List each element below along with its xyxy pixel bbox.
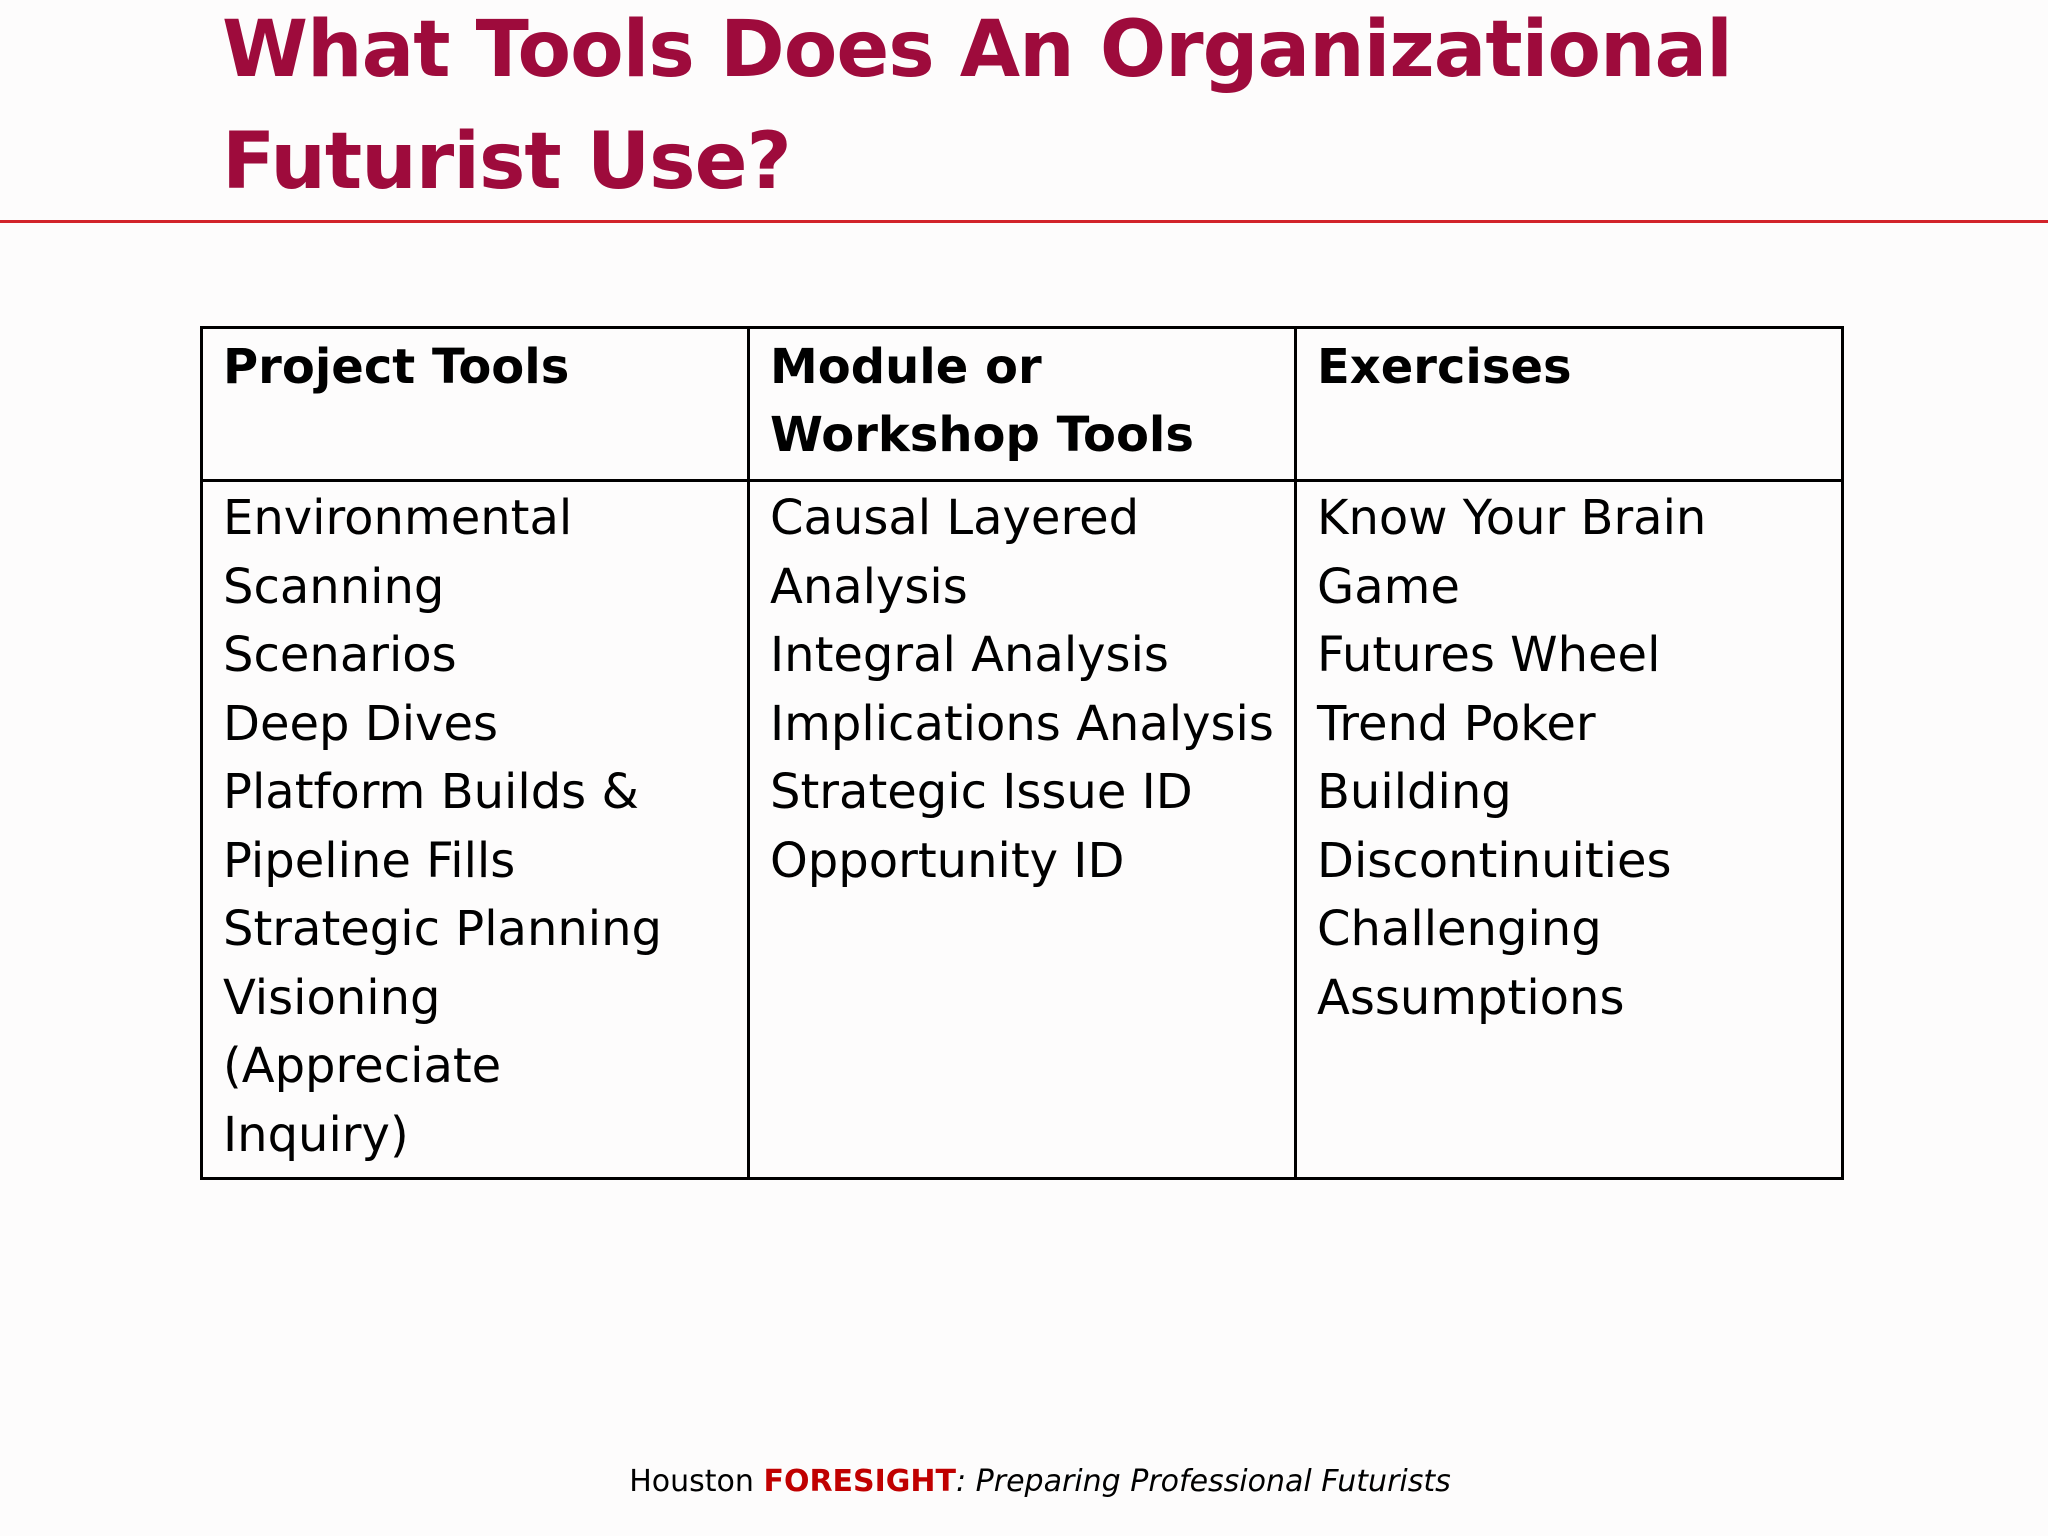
list-item: Implications Analysis: [770, 695, 1274, 752]
list-item: Causal Layered: [770, 490, 1140, 546]
table-row: [202, 481, 1843, 1179]
slide-footer: [0, 1458, 2048, 1506]
module-workshop-tools-cell: [749, 481, 1296, 1179]
list-item: Deep Dives: [223, 695, 498, 752]
footer-prefix: Houston: [629, 1464, 764, 1499]
tools-table: [200, 326, 1844, 1180]
list-item: Visioning (Appreciate: [223, 969, 502, 1094]
slide-title: What Tools Does An Organizational Futurist Use?: [222, 5, 1732, 207]
footer-brand: FORESIGHT: [763, 1464, 957, 1499]
list-item: Integral Analysis: [770, 627, 1169, 683]
table-header-row: [202, 328, 1843, 481]
list-item: Analysis: [770, 558, 968, 615]
list-item: Inquiry): [223, 1106, 409, 1163]
list-item: Scanning: [223, 558, 445, 615]
list-item: Strategic Planning: [223, 901, 663, 957]
list-item: Scenarios: [223, 627, 457, 683]
list-item: Building: [1317, 764, 1512, 820]
list-item: Trend Poker: [1317, 695, 1596, 752]
list-item: Strategic Issue ID: [770, 764, 1193, 820]
column-header-project-tools: Project Tools: [202, 328, 749, 481]
column-header-exercises: Exercises: [1296, 328, 1843, 481]
list-item: Game: [1317, 558, 1460, 615]
list-item: Environmental: [223, 490, 573, 546]
project-tools-cell: [202, 481, 749, 1179]
list-item: Know Your Brain: [1317, 490, 1707, 546]
exercises-cell: [1296, 481, 1843, 1179]
column-header-module-workshop-tools: Module or Workshop Tools: [749, 328, 1296, 481]
list-item: Opportunity ID: [770, 832, 1125, 889]
list-item: Challenging: [1317, 901, 1602, 957]
list-item: Platform Builds &: [223, 764, 639, 820]
list-item: Pipeline Fills: [223, 832, 516, 889]
footer-tagline: : Preparing Professional Futurists: [956, 1464, 1451, 1499]
title-divider: [0, 220, 2048, 223]
list-item: Discontinuities: [1317, 832, 1672, 889]
list-item: Assumptions: [1317, 969, 1625, 1026]
list-item: Futures Wheel: [1317, 627, 1661, 683]
